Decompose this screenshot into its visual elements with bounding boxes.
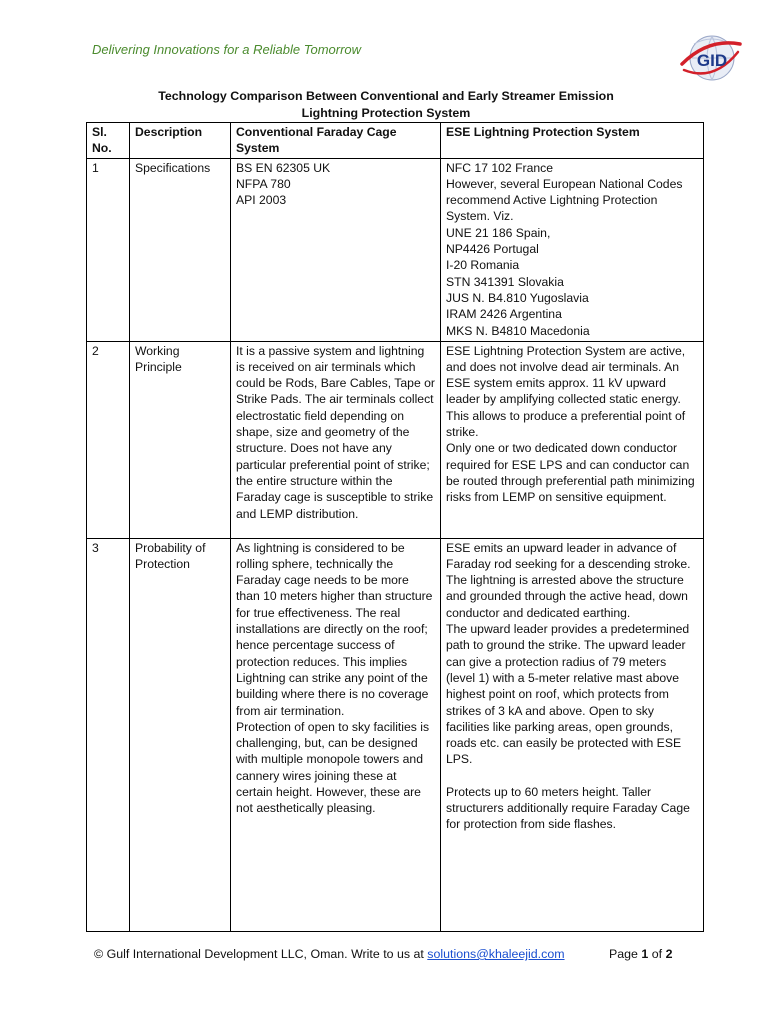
page-current: 1: [641, 947, 649, 961]
cell-conventional: [231, 158, 441, 341]
cell-sl: 2: [87, 341, 130, 538]
header-description: Description: [130, 123, 231, 159]
page-total: 2: [665, 947, 673, 961]
header-ese: ESE Lightning Protection System: [441, 123, 704, 159]
title-line-1: Technology Comparison Between Conventional and Early Streamer Emission: [158, 89, 614, 103]
cell-line: NFPA 780: [236, 176, 291, 191]
footer-copyright: © Gulf International Development LLC, Oman. Write to us at: [94, 947, 424, 961]
cell-description: Specifications: [130, 158, 231, 341]
header-conventional: Conventional Faraday Cage System: [231, 123, 441, 159]
gid-logo-graphic: [678, 30, 742, 86]
cell-conventional: [231, 538, 441, 931]
cell-line: UNE 21 186 Spain,: [446, 225, 551, 240]
cell-paragraph: Only one or two dedicated down conductor required for ESE LPS and can conductor can be routed through preferential path minimizing risks from LEMP on sensitive equipment.: [446, 441, 695, 505]
table-row: [87, 158, 704, 341]
cell-ese: [441, 158, 704, 341]
cell-line: STN 341391 Slovakia: [446, 274, 564, 289]
cell-line: I-20 Romania: [446, 258, 520, 273]
document-title: [86, 88, 686, 121]
cell-line: IRAM 2426 Argentina: [446, 307, 562, 322]
cell-paragraph: Protection of open to sky facilities is challenging, but, can be designed with multiple monopole towers and cannery wires joining these at certain height. However, these are not aesthetically pleasing.: [236, 719, 430, 816]
cell-sl: 1: [87, 158, 130, 341]
cell-ese: [441, 341, 704, 538]
cell-ese: [441, 538, 704, 931]
cell-line: MKS N. B4810 Macedonia: [446, 323, 590, 338]
logo-text: GID: [696, 51, 728, 70]
page-prefix: Page: [609, 947, 638, 961]
gid-logo: [678, 30, 742, 86]
cell-description: Probability of Protection: [130, 538, 231, 931]
cell-paragraph: The upward leader provides a predetermined path to ground the strike. The upward leader can give a protection radius of 79 meters (level 1) with a 5-meter relative mast above highest point on roof, which protects from strikes of 3 kA and above. Open to sky facilities like parking areas, open grounds, roads etc. can easily be protected with ESE LPS.: [446, 622, 690, 767]
footer: [94, 947, 684, 961]
cell-conventional: [231, 341, 441, 538]
cell-paragraph: Protects up to 60 meters height. Taller structurers additionally require Faraday Cage for protection from side flashes.: [446, 784, 690, 832]
cell-sl: 3: [87, 538, 130, 931]
paragraph-gap: [446, 768, 698, 784]
footer-email-link[interactable]: solutions@khaleejid.com: [427, 947, 565, 961]
cell-paragraph: ESE Lightning Protection System are active, and does not involve dead air terminals. An ESE system emits approx. 11 kV upward leader by amplifying collected static energy. This allows to produce a preferential point of strike.: [446, 343, 686, 440]
cell-line: However, several European National Codes recommend Active Lightning Protection System. Viz.: [446, 176, 683, 224]
cell-paragraph: As lightning is considered to be rolling sphere, technically the Faraday cage needs to be more than 10 meters higher than structure for true effectiveness. The real installations are directly on the roof; hence percentage success of protection reduces. This implies Lightning can strike any point of the building where there is no coverage from air termination.: [236, 540, 433, 718]
title-line-2: Lightning Protection System: [301, 105, 471, 120]
cell-line: NFC 17 102 France: [446, 160, 554, 175]
table-row: [87, 341, 704, 538]
comparison-table: [86, 122, 704, 932]
table-header-row: [87, 123, 704, 159]
cell-line: NP4426 Portugal: [446, 242, 539, 257]
page-of: of: [651, 947, 663, 961]
header-tagline: Delivering Innovations for a Reliable Tomorrow: [92, 42, 362, 57]
cell-line: API 2003: [236, 193, 287, 208]
page-indicator: [609, 947, 672, 961]
cell-paragraph: It is a passive system and lightning is received on air terminals which could be Rods, Bare Cables, Tape or Strike Pads. The air terminals collect electrostatic field depending on shape, size and geometry of the structure. Does not have any particular preferential point of strike; the entire structure within the Faraday cage is susceptible to strike and LEMP distribution.: [236, 343, 435, 521]
cell-description: Working Principle: [130, 341, 231, 538]
header-sl-no: Sl. No.: [87, 123, 130, 159]
table-row: [87, 538, 704, 931]
cell-line: BS EN 62305 UK: [236, 160, 331, 175]
cell-line: JUS N. B4.810 Yugoslavia: [446, 290, 589, 305]
cell-paragraph: ESE emits an upward leader in advance of Faraday rod seeking for a descending stroke. The lightning is arrested above the structure and grounded through the active head, down conductor and dedicated earthing.: [446, 540, 691, 620]
